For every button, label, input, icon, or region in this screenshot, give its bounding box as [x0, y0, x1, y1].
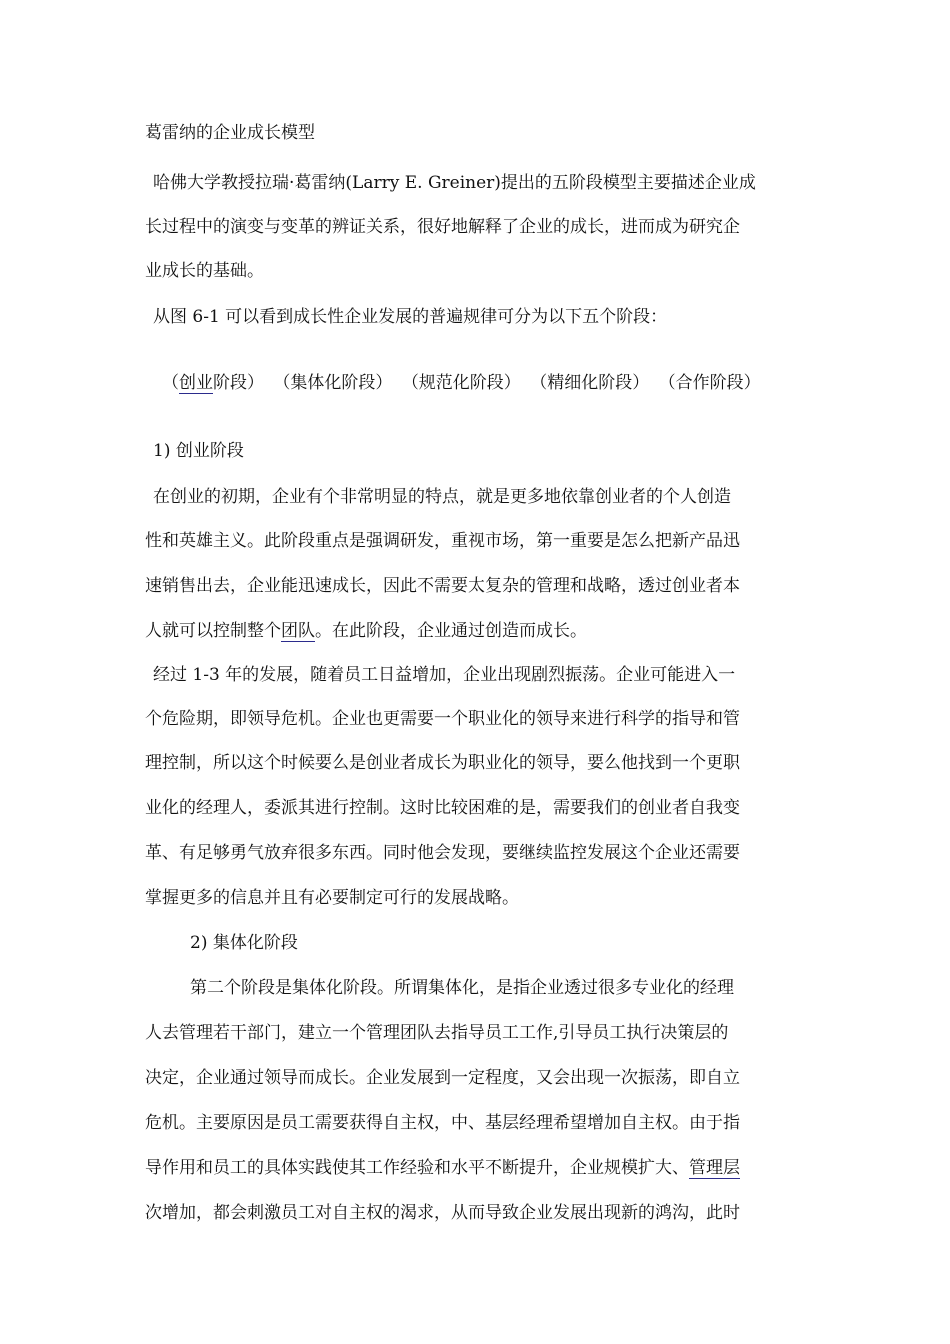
intro-line-1: 哈佛大学教授拉瑞·葛雷纳(Larry E. Greiner)提出的五阶段模型主要描述企业成	[153, 173, 756, 193]
team-link[interactable]: 团队	[281, 621, 315, 641]
document-title: 葛雷纳的企业成长模型	[145, 123, 315, 143]
management-link[interactable]: 管理层	[689, 1158, 740, 1178]
section-1-p1-line-1: 在创业的初期，企业有个非常明显的特点，就是更多地依靠创业者的个人创造	[153, 487, 731, 507]
section-1-heading: 1) 创业阶段	[153, 441, 244, 461]
section-2-line-1: 第二个阶段是集体化阶段。所谓集体化，是指企业透过很多专业化的经理	[190, 978, 734, 998]
section-2-line-2: 人去管理若干部门，建立一个管理团队去指导员工工作,引导员工执行决策层的	[145, 1023, 729, 1043]
stage-2: （集体化阶段）	[273, 373, 393, 393]
stage-1	[162, 373, 264, 394]
section-1-p2-line-6: 掌握更多的信息并且有必要制定可行的发展战略。	[145, 888, 519, 908]
section-1-p1-line-4	[145, 620, 825, 642]
figure-reference: 从图 6-1 可以看到成长性企业发展的普遍规律可分为以下五个阶段：	[153, 307, 668, 327]
section-1-p2-line-3: 理控制，所以这个时候要么是创业者成长为职业化的领导，要么他找到一个更职	[145, 753, 740, 773]
section-1-p2-line-5: 革、有足够勇气放弃很多东西。同时他会发现，要继续监控发展这个企业还需要	[145, 843, 740, 863]
intro-line-3: 业成长的基础。	[145, 261, 264, 281]
section-2-line-3: 决定，企业通过领导而成长。企业发展到一定程度，又会出现一次振荡，即自立	[145, 1068, 740, 1088]
section-1-p2-line-2: 个危险期，即领导危机。企业也更需要一个职业化的领导来进行科学的指导和管	[145, 709, 740, 729]
section-1-p1-line-2: 性和英雄主义。此阶段重点是强调研发，重视市场，第一重要是怎么把新产品迅	[145, 531, 740, 551]
section-2-line-4: 危机。主要原因是员工需要获得自主权，中、基层经理希望增加自主权。由于指	[145, 1113, 740, 1133]
stage-1-link[interactable]: 创业	[179, 373, 213, 393]
section-2-line-5-pre: 导作用和员工的具体实践使其工作经验和水平不断提升，企业规模扩大、	[145, 1158, 689, 1178]
intro-line-2: 长过程中的演变与变革的辨证关系，很好地解释了企业的成长，进而成为研究企	[145, 217, 740, 237]
stage-list	[162, 372, 822, 394]
section-2-line-5	[145, 1157, 825, 1179]
stage-4: （精细化阶段）	[530, 373, 650, 393]
section-1-p1-line-3: 速销售出去，企业能迅速成长，因此不需要太复杂的管理和战略，透过创业者本	[145, 576, 740, 596]
stage-1-open: （	[162, 373, 179, 393]
section-1-p2-line-4: 业化的经理人，委派其进行控制。这时比较困难的是，需要我们的创业者自我变	[145, 798, 740, 818]
section-1-p1-line-4-post: 。在此阶段，企业通过创造而成长。	[315, 621, 587, 641]
stage-5: （合作阶段）	[658, 373, 761, 393]
section-2-heading: 2) 集体化阶段	[190, 933, 298, 953]
stage-1-rest: 阶段）	[213, 373, 264, 393]
section-2-line-6: 次增加，都会刺激员工对自主权的渴求，从而导致企业发展出现新的鸿沟，此时	[145, 1203, 740, 1223]
stage-3: （规范化阶段）	[401, 373, 521, 393]
section-1-p1-line-4-pre: 人就可以控制整个	[145, 621, 281, 641]
section-1-p2-line-1: 经过 1-3 年的发展，随着员工日益增加，企业出现剧烈振荡。企业可能进入一	[153, 665, 736, 685]
